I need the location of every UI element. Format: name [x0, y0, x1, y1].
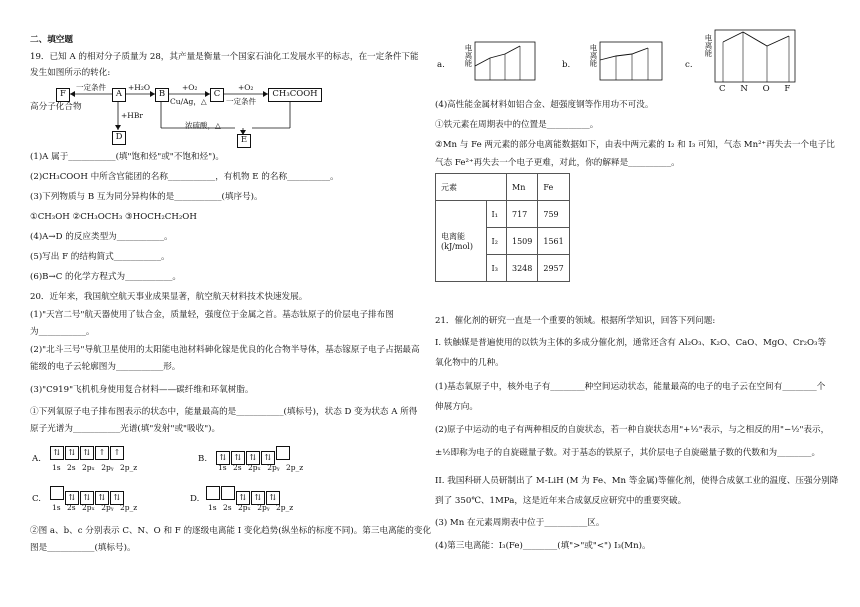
option-d-sublabels: 1s 2s 2pₓ 2pᵧ 2p_z	[208, 503, 294, 512]
orb-d-1	[206, 486, 220, 500]
row-unit: (kJ/mol)	[441, 242, 473, 251]
orb-c-5: ⇅	[110, 491, 124, 505]
node-ch3cooh: CH₃COOH	[268, 88, 322, 102]
cond-b-c-2: Cu/Ag，△	[170, 97, 207, 106]
orb-a-4: ↑	[95, 446, 109, 460]
chart-b-ylabel: 电离能	[589, 44, 598, 67]
orb-b-1: ⇅	[216, 451, 230, 465]
q19-line-6: (5)写出 F 的结构简式___________。	[30, 252, 170, 262]
q21-line-11: (4)第三电离能：I₃(Fe)________(填">"或"<") I₃(Mn)。	[435, 541, 651, 551]
q20-tail-2: 图是___________(填标号)。	[30, 543, 136, 553]
reaction-diagram	[30, 78, 330, 148]
q21-line-1: 21．催化剂的研究一直是一个重要的领域。根据所学知识，回答下列问题:	[435, 316, 716, 326]
option-c-sublabels: 1s 2s 2pₓ 2pᵧ 2p_z	[52, 503, 138, 512]
node-B: B	[155, 88, 169, 102]
option-c-label: C.	[32, 494, 42, 504]
q21-line-9: 到了 350℃、1MPa，这是近年来合成氨反应研究中的重要突破。	[435, 496, 687, 506]
chart-a	[435, 30, 545, 90]
chart-c-xticks: C N O F	[719, 84, 791, 94]
q20-line-5: 能级的电子云轮廓图为___________形。	[30, 362, 181, 372]
orb-c-3: ⇅	[80, 491, 94, 505]
orb-c-4: ⇅	[95, 491, 109, 505]
chart-b	[560, 30, 670, 90]
q21-line-6: (2)原子中运动的电子有两种相反的自旋状态，若一种自旋状态用"+½"表示，与之相反的用"−½"表示，	[435, 425, 830, 435]
cond-c-2: 一定条件	[226, 97, 256, 106]
option-b-sublabels: 1s 2s 2pₓ 2pᵧ 2p_z	[218, 463, 304, 472]
chart-b-svg	[560, 30, 670, 90]
q20-line-7: ①下列氧原子电子排布图表示的状态中，能量最高的是___________(填标号)，状态 D 变为状态 A 所得	[30, 407, 418, 417]
q20-tail-1: ②图 a、b、c 分别表示 C、N、O 和 F 的逐级电离能 I 变化趋势(纵坐标的标度不同)。第三电离能的变化	[30, 526, 432, 536]
q19-intro-1: 19．已知 A 的相对分子质量为 28，其产量是衡量一个国家石油化工发展水平的标志，在一定条件下能	[30, 52, 419, 62]
option-d-label: D.	[190, 494, 200, 504]
orb-d-2	[221, 486, 235, 500]
cell-fe-2: 1561	[538, 228, 569, 255]
orb-b-5	[276, 446, 290, 460]
chart-a-svg	[435, 30, 545, 90]
option-a-label: A.	[32, 454, 41, 464]
cond-e: 浓硫酸，△	[185, 121, 221, 130]
q19-line-1: (1)A 属于___________(填"饱和烃"或"不饱和烃")。	[30, 152, 225, 162]
cell-mn-2: 1509	[507, 228, 538, 255]
orb-a-2: ⇅	[65, 446, 79, 460]
q21-line-8: II. 我国科研人员研制出了 M-LiH (M 为 Fe、Mn 等金属)等催化剂，使得合成氨工业的温度、压强分别降	[435, 476, 839, 486]
chart-a-ylabel: 电离能	[464, 44, 473, 67]
option-a-sublabels: 1s 2s 2pₓ 2pᵧ 2p_z	[52, 463, 138, 472]
q21-line-3: 氧化物中的几种。	[435, 358, 504, 368]
chart-c-label: c.	[685, 60, 693, 70]
q20-4-2b: 气态 Fe²⁺再失去一个电子更难，对此，你的解释是__________。	[435, 158, 680, 168]
q19-line-5: (4)A→D 的反应类型为___________。	[30, 232, 173, 242]
q20-line-8: 原子光谱为___________光谱(填"发射"或"吸收")。	[30, 424, 221, 434]
cell-i2: I₂	[486, 228, 506, 255]
section-title: 二、填空题	[30, 35, 73, 45]
th-fe: Fe	[538, 174, 569, 201]
chart-a-label: a.	[437, 60, 445, 70]
orbital-options	[30, 440, 425, 520]
row-label: 电离能	[441, 232, 465, 241]
q21-line-7: ±½即称为电子的自旋磁量子数。对于基态的铁原子，其价层电子自旋磁量子数的代数和为________。	[435, 448, 821, 458]
q20-4-2a: ②Mn 与 Fe 两元素的部分电离能数据如下，由表中两元素的 I₂ 和 I₃ 可知，气态 Mn²⁺再失去一个电子比	[435, 140, 835, 150]
q20-4-1: ①铁元素在周期表中的位置是__________。	[435, 120, 599, 130]
q21-line-4: (1)基态氧原子中，核外电子有________种空间运动状态，能量最高的电子的电子云在空间有________个	[435, 382, 826, 392]
orb-b-3: ⇅	[246, 451, 260, 465]
option-a-boxes	[50, 446, 125, 460]
q20-line-2: (1)"天宫二号"航天器使用了钛合金，质量轻，强度位于金属之首。基态钛原子的价层电子排布图	[30, 310, 394, 320]
q20-line-4: (2)"北斗三号"导航卫星使用的太阳能电池材料砷化镓是优良的化合物半导体，基态镓原子电子占据最高	[30, 345, 420, 355]
orb-b-4: ⇅	[261, 451, 275, 465]
cond-a-b: +H₂O	[128, 83, 150, 92]
polymer-label: 高分子化合物	[30, 102, 82, 112]
cond-c-1: +O₂	[238, 83, 254, 92]
q21-line-10: (3) Mn 在元素周期表中位于__________区。	[435, 518, 605, 528]
th-mn: Mn	[507, 174, 538, 201]
q21-line-2: I. 铁触媒是普遍使用的以铁为主体的多成分催化剂，通常还含有 Al₂O₃、K₂O、CaO、MgO、Cr₂O₃等	[435, 338, 827, 348]
th-element: 元素	[436, 174, 507, 201]
node-C: C	[210, 88, 224, 102]
option-b-label: B.	[198, 454, 208, 464]
orb-d-3: ⇅	[236, 491, 250, 505]
cell-i3: I₃	[486, 255, 506, 282]
q19-intro-2: 发生如图所示的转化:	[30, 68, 111, 78]
chart-c	[685, 22, 825, 97]
cond-a-d: +HBr	[121, 111, 143, 120]
node-F: F	[56, 88, 70, 102]
cond-a-f: 一定条件	[76, 83, 106, 92]
node-E: E	[237, 134, 251, 148]
q20-line-3: 为___________。	[30, 327, 95, 337]
orb-a-1: ⇅	[50, 446, 64, 460]
q19-line-4: ①CH₃OH ②CH₃OCH₃ ③HOCH₂CH₂OH	[30, 212, 197, 222]
cell-mn-1: 717	[507, 201, 538, 228]
ionization-table	[435, 173, 570, 282]
cell-i1: I₁	[486, 201, 506, 228]
q20-line-6: (3)"C919"飞机机身使用复合材料——碳纤维和环氧树脂。	[30, 385, 254, 395]
cell-mn-3: 3248	[507, 255, 538, 282]
q19-line-7: (6)B→C 的化学方程式为___________。	[30, 272, 182, 282]
row-label-cell	[436, 201, 487, 282]
cell-fe-3: 2957	[538, 255, 569, 282]
q20-line-1: 20．近年来，我国航空航天事业成果显著，航空航天材料技术快速发展。	[30, 292, 308, 302]
orb-d-5: ⇅	[266, 491, 280, 505]
chart-c-ylabel: 电离能	[704, 34, 713, 57]
cell-fe-1: 759	[538, 201, 569, 228]
orb-d-4: ⇅	[251, 491, 265, 505]
orb-c-2: ⇅	[65, 491, 79, 505]
orb-a-3: ⇅	[80, 446, 94, 460]
q19-line-2: (2)CH₃COOH 中所含官能团的名称___________，有机物 E 的名称__________。	[30, 172, 339, 182]
node-D: D	[112, 131, 126, 145]
orb-c-1	[50, 486, 64, 500]
q20-4-line: (4)高性能金属材料如铝合金、超强度钢等作用功不可没。	[435, 100, 654, 110]
node-A: A	[112, 88, 126, 102]
q19-line-3: (3)下列物质与 B 互为同分异构体的是___________(填序号)。	[30, 192, 263, 202]
orb-b-2: ⇅	[231, 451, 245, 465]
chart-b-label: b.	[562, 60, 571, 70]
cond-b-c-1: +O₂	[182, 83, 198, 92]
q21-line-5: 伸展方向。	[435, 402, 478, 412]
orb-a-5: ↑	[110, 446, 124, 460]
